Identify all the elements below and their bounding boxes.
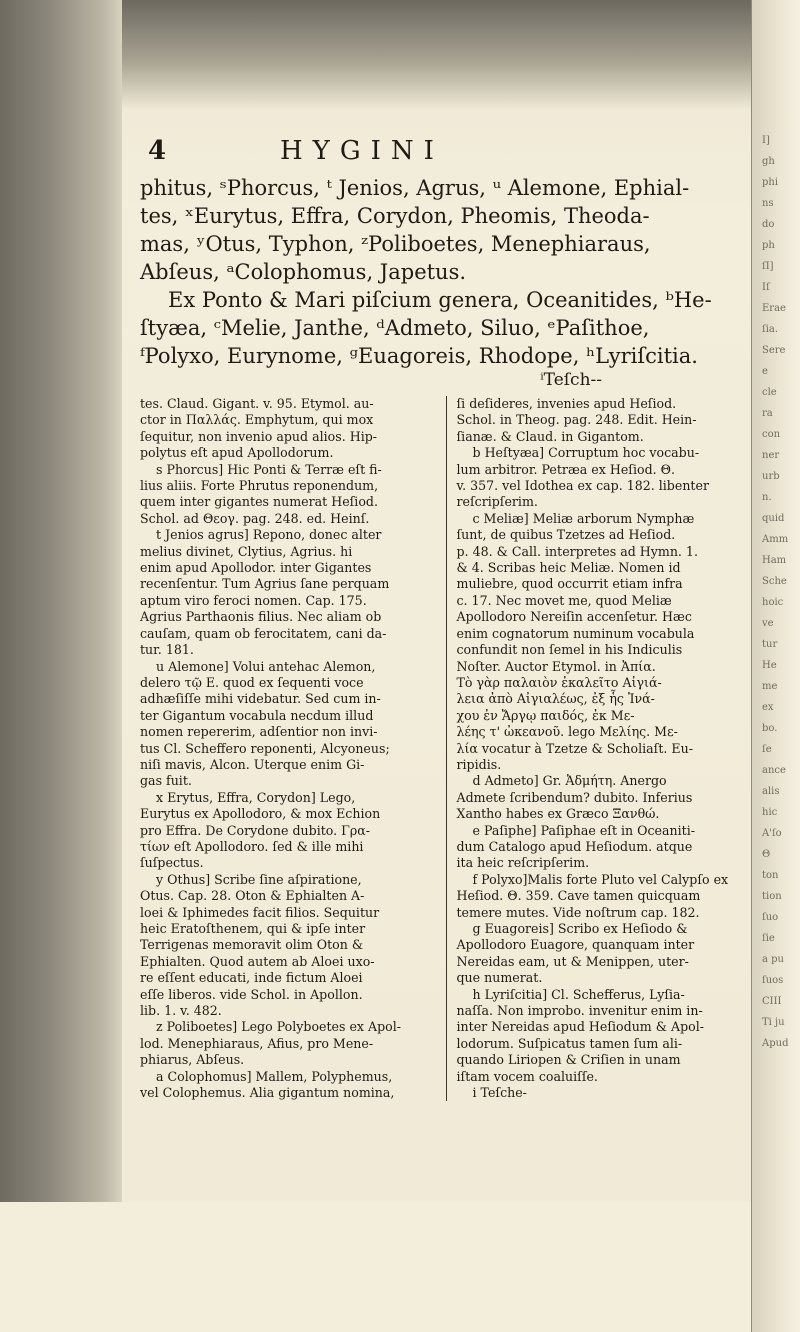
facing-page-fragment: me xyxy=(762,681,778,692)
note-line: niſi mavis, Alcon. Uterque enim Gi- xyxy=(140,756,365,772)
note-line: τίων eſt Apollodoro. ſed & ille mihi xyxy=(140,838,364,854)
running-head xyxy=(140,136,752,174)
facing-page-fragment: Θ xyxy=(762,849,771,860)
note-line: lib. 1. v. 482. xyxy=(140,1003,222,1019)
note-line: Heſiod. Θ. 359. Cave tamen quicquam xyxy=(456,888,701,904)
note-line: Schol. in Theog. pag. 248. Edit. Hein- xyxy=(456,412,697,428)
note-line: enim cognatorum numinum vocabula xyxy=(456,625,695,641)
note-line: aptum viro feroci nomen. Cap. 175. xyxy=(140,592,367,608)
facing-page-fragment: n. xyxy=(762,492,772,503)
main-text xyxy=(140,174,752,390)
facing-page-fragment: cle xyxy=(762,387,777,398)
note-line: Agrius Parthaonis filius. Nec aliam ob xyxy=(140,609,382,625)
note-line: lodorum. Suſpicatus tamen ſum ali- xyxy=(456,1035,683,1051)
note-line: lius aliis. Forte Phrutus reponendum, xyxy=(140,478,379,494)
facing-page-fragment: Amm xyxy=(762,534,789,545)
note-line: e Paſiphe] Paſiphae eſt in Oceaniti- xyxy=(472,822,695,838)
notes-column-right xyxy=(457,396,753,1101)
note-line: muliebre, quod occurrit etiam infra xyxy=(456,576,683,592)
facing-page-fragment: ſuos xyxy=(762,975,784,986)
note-line: Ephialten. Quod autem ab Aloei uxo- xyxy=(140,953,375,969)
facing-page-fragment: ner xyxy=(762,450,780,461)
facing-page-fragment: Ham xyxy=(762,555,787,566)
note-line: quem inter gigantes numerat Heſiod. xyxy=(140,494,378,510)
note-line: Otus. Cap. 28. Oton & Ephialten A- xyxy=(140,888,365,904)
facing-page-fragment: A'ſo xyxy=(762,828,782,839)
facing-page-fragment: ph xyxy=(762,240,775,251)
facing-page-fragment: Sere xyxy=(762,345,786,356)
footnotes xyxy=(140,396,752,1101)
facing-page-fragment: hoic xyxy=(762,597,784,608)
facing-page-fragment: CIII xyxy=(762,996,782,1007)
note-line: c Meliæ] Meliæ arborum Nymphæ xyxy=(472,510,695,526)
note-line: cauſam, quam ob ferocitatem, cani da- xyxy=(140,625,387,641)
note-line: ripidis. xyxy=(456,756,502,772)
facing-page-fragment: Sche xyxy=(762,576,787,587)
note-line: ſi deſideres, invenies apud Heſiod. xyxy=(456,396,677,411)
note-line: t Jenios agrus] Repono, donec alter xyxy=(156,527,382,543)
note-line: y Othus] Scribe ſine aſpiratione, xyxy=(156,871,362,887)
note-line: recenſentur. Tum Agrius ſane perquam xyxy=(140,576,390,592)
note-line: re eſſent educati, inde fictum Aloei xyxy=(140,970,363,986)
note-line: nomen repererim, adſentior non invi- xyxy=(140,724,378,740)
note-line: & 4. Scribas heic Meliæ. Nomen id xyxy=(456,560,681,576)
note-line: a Colophomus] Mallem, Polyphemus, xyxy=(156,1068,393,1084)
note-line: b Heſtyæa] Corruptum hoc vocabu- xyxy=(472,445,700,461)
facing-page-fragment: bo. xyxy=(762,723,778,734)
facing-page-fragment: urb xyxy=(762,471,780,482)
facing-page-fragment: do xyxy=(762,219,775,230)
note-line: c. 17. Nec movet me, quod Meliæ xyxy=(456,592,672,608)
note-line: i Teſche- xyxy=(472,1085,527,1101)
note-line: f Polyxo]Malis forte Pluto vel Calypſo ex xyxy=(472,871,729,887)
facing-page-fragment: Iſ xyxy=(762,282,770,293)
note-line: phiarus, Abſeus. xyxy=(140,1052,245,1068)
notes-column-left xyxy=(140,396,436,1101)
note-line: u Alemone] Volui antehac Alemon, xyxy=(156,658,376,674)
note-line: pro Effra. De Corydone dubito. Γρα- xyxy=(140,822,371,838)
facing-page-fragment: ve xyxy=(762,618,774,629)
facing-page-fragment: phi xyxy=(762,177,779,188)
main-text-line: Abſeus, ᵃColophomus, Japetus. xyxy=(140,260,467,284)
note-line: enim apud Apollodor. inter Gigantes xyxy=(140,560,372,576)
note-line: reſcripſerim. xyxy=(456,494,538,510)
note-line: Eurytus ex Apollodoro, & mox Echion xyxy=(140,806,381,822)
note-line: gas fuit. xyxy=(140,773,192,789)
facing-page-fragment: Apud xyxy=(762,1038,789,1049)
facing-page-fragment: tion xyxy=(762,891,782,902)
facing-page-fragment: ſuo xyxy=(762,912,779,923)
note-line: λία vocatur à Tzetze & Scholiaſt. Eu- xyxy=(456,740,693,756)
facing-page-fragment: alis xyxy=(762,786,780,797)
note-line: tur. 181. xyxy=(140,642,194,658)
note-line: λεια ἀπὸ Αἰγιαλέως, ἐξ ἧς Ἰνά- xyxy=(456,691,655,707)
note-line: p. 48. & Call. interpretes ad Hymn. 1. xyxy=(456,543,698,559)
facing-page-fragment: ſI] xyxy=(762,261,774,272)
note-line: s Phorcus] Hic Ponti & Terræ eſt fi- xyxy=(156,461,382,477)
note-line: iſtam vocem coaluiſſe. xyxy=(456,1068,598,1084)
note-line: melius divinet, Clytius, Agrius. hi xyxy=(140,543,353,559)
note-line: tus Cl. Scheffero reponenti, Alcyoneus; xyxy=(140,740,390,756)
facing-page-fragment: e xyxy=(762,366,768,377)
note-line: v. 357. vel Idothea ex cap. 182. libenter xyxy=(456,478,709,494)
note-line: Apollodoro Nereiſin accenſetur. Hæc xyxy=(456,609,692,625)
note-line: tes. Claud. Gigant. v. 95. Etymol. au- xyxy=(140,396,374,411)
facing-page-fragment: He xyxy=(762,660,777,671)
page-content xyxy=(140,136,752,1101)
facing-page-fragment: ex xyxy=(762,702,774,713)
column-rule xyxy=(446,396,447,1101)
facing-page-fragment: gh xyxy=(762,156,775,167)
note-line: ſequitur, non invenio apud alios. Hip- xyxy=(140,428,378,444)
note-line: Τὸ γὰρ παλαιὸν ἐκαλεῖτο Αἰγιά- xyxy=(456,674,662,690)
note-line: Xantho habes ex Græco Ξανθώ. xyxy=(456,806,660,822)
main-text-line: mas, ʸOtus, Typhon, ᶻPoliboetes, Menephiaraus, xyxy=(140,232,651,256)
facing-page-fragment: quid xyxy=(762,513,785,524)
facing-page-fragment: ſie xyxy=(762,933,775,944)
page-number: 4 xyxy=(148,136,167,166)
note-line: confundit non ſemel in his Indiculis xyxy=(456,642,683,658)
note-line: lod. Menephiaraus, Afius, pro Mene- xyxy=(140,1035,374,1051)
main-text-line: ſtyæa, ᶜMelie, Janthe, ᵈAdmeto, Siluo, ᵉPaſithoe, xyxy=(140,316,650,340)
note-line: dum Catalogo apud Heſiodum. atque xyxy=(456,838,693,854)
facing-page-fragment: ton xyxy=(762,870,779,881)
main-text-line: Ex Ponto & Mari piſcium genera, Oceanitides, ᵇHe- xyxy=(168,288,712,312)
note-line: adhæſiſſe mihi videbatur. Sed cum in- xyxy=(140,691,381,707)
note-line: χου ἐν Ἄργῳ παιδός, ἐκ Με- xyxy=(456,707,635,723)
note-line: naſſa. Non improbo. invenitur enim in- xyxy=(456,1003,703,1019)
note-line: ſuſpectus. xyxy=(140,855,204,871)
facing-page-fragment: ſe xyxy=(762,744,772,755)
facing-page-fragment: con xyxy=(762,429,781,440)
facing-page-fragment: tur xyxy=(762,639,778,650)
note-line: z Poliboetes] Lego Polyboetes ex Apol- xyxy=(156,1019,402,1035)
note-line: Nereidas eam, ut & Menippen, uter- xyxy=(456,953,689,969)
facing-page-fragment: I] xyxy=(762,135,770,146)
note-line: polytus eſt apud Apollodorum. xyxy=(140,445,334,461)
note-line: ctor in Παλλάς. Emphytum, qui mox xyxy=(140,412,374,428)
note-line: Noſter. Auctor Etymol. in Ἀπία. xyxy=(456,658,656,674)
main-text-line: ⁱTeſch-- xyxy=(540,370,602,390)
note-line: loei & Iphimedes facit filios. Sequitur xyxy=(140,904,380,920)
note-line: ita heic reſcripſerim. xyxy=(456,855,590,871)
note-line: d Admeto] Gr. Ἀδμήτη. Anergo xyxy=(472,773,667,789)
note-line: que numerat. xyxy=(456,970,543,986)
note-line: temere mutes. Vide noſtrum cap. 182. xyxy=(456,904,700,920)
facing-page-fragment: ſia. xyxy=(762,324,779,335)
book-gutter xyxy=(0,0,122,1202)
facing-page-fragment: hic xyxy=(762,807,778,818)
note-line: Admete ſcribendum? dubito. Inferius xyxy=(456,789,693,805)
note-line: vel Colophemus. Alia gigantum nomina, xyxy=(140,1085,395,1101)
note-line: Terrigenas memoravit olim Oton & xyxy=(140,937,364,953)
facing-page-fragment: ns xyxy=(762,198,774,209)
facing-page-fragment: ance xyxy=(762,765,786,776)
note-line: ter Gigantum vocabula necdum illud xyxy=(140,707,374,723)
note-line: quando Liriopen & Criſien in unam xyxy=(456,1052,681,1068)
note-line: ſianæ. & Claud. in Gigantom. xyxy=(456,428,644,444)
note-line: Apollodoro Euagore, quanquam inter xyxy=(456,937,695,953)
note-line: lum arbitror. Petræa ex Heſiod. Θ. xyxy=(456,461,675,477)
note-line: eſſe liberos. vide Schol. in Apollon. xyxy=(140,986,363,1002)
facing-page-fragment: Erae xyxy=(762,303,786,314)
main-text-line: tes, ˣEurytus, Effra, Corydon, Pheomis, Theoda- xyxy=(140,204,650,228)
facing-page-fragment: a pu xyxy=(762,954,784,965)
main-text-line: phitus, ˢPhorcus, ᵗ Jenios, Agrus, ᵘ Alemone, Ephial- xyxy=(140,176,690,200)
facing-page-fragment: Ti ju xyxy=(762,1017,785,1028)
note-line: delero τῷ E. quod ex ſequenti voce xyxy=(140,674,364,690)
note-line: g Euagoreis] Scribo ex Heſiodo & xyxy=(472,921,688,936)
note-line: h Lyriſcitia] Cl. Schefferus, Lyſia- xyxy=(472,986,685,1002)
note-line: heic Eratoſthenem, qui & ipſe inter xyxy=(140,921,366,936)
note-line: Schol. ad Θεογ. pag. 248. ed. Heinſ. xyxy=(140,510,370,526)
note-line: ſunt, de quibus Tzetzes ad Heſiod. xyxy=(456,527,676,543)
facing-page-fragment: ra xyxy=(762,408,773,419)
main-text-line: ᶠPolyxo, Eurynome, ᵍEuagoreis, Rhodope, ʰLyriſcitia. xyxy=(140,344,698,368)
running-title: HYGINI xyxy=(280,136,444,166)
note-line: x Erytus, Effra, Corydon] Lego, xyxy=(156,789,356,805)
facing-page-edge xyxy=(751,0,800,1332)
note-line: inter Nereidas apud Heſiodum & Apol- xyxy=(456,1019,704,1035)
note-line: λέης τ' ὠκεανοῦ. lego Μελίης. Με- xyxy=(456,724,678,740)
